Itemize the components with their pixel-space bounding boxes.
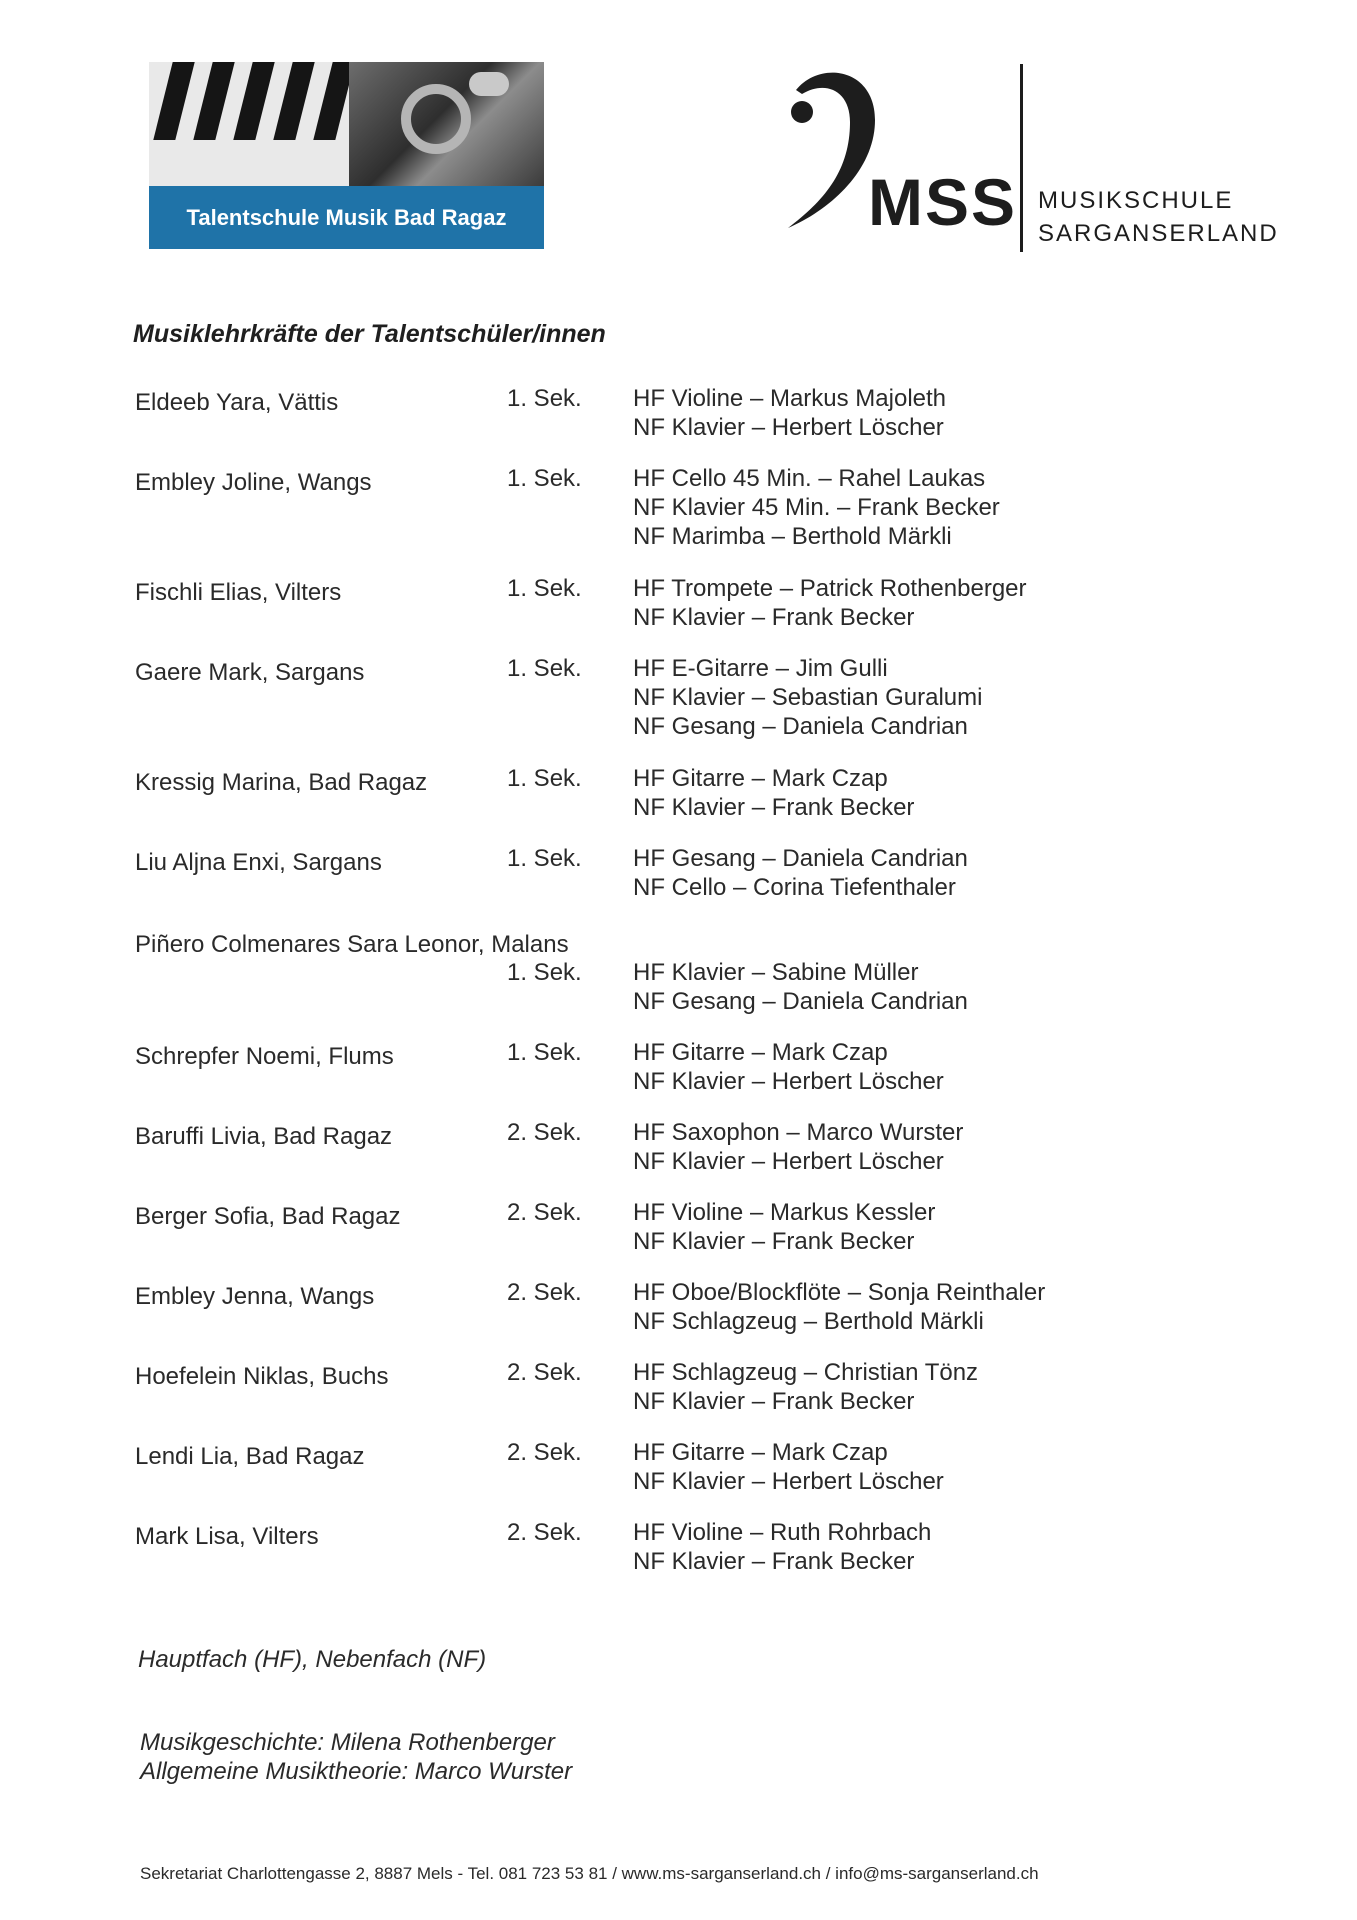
subject-line: HF Cello 45 Min. – Rahel Laukas xyxy=(633,465,986,492)
student-level: 1. Sek. xyxy=(507,465,582,492)
subject-line: NF Klavier – Frank Becker xyxy=(633,1228,915,1255)
student-level: 2. Sek. xyxy=(507,1279,582,1306)
subject-line: NF Cello – Corina Tiefenthaler xyxy=(633,874,956,901)
mss-abbreviation: MSS xyxy=(868,165,1018,239)
student-name: Schrepfer Noemi, Flums xyxy=(135,1043,394,1070)
student-level: 1. Sek. xyxy=(507,385,582,412)
subject-line: HF Violine – Markus Majoleth xyxy=(633,385,947,412)
note-music-history: Musikgeschichte: Milena Rothenberger xyxy=(140,1729,555,1756)
student-subjects xyxy=(633,654,982,741)
piano-keys-image xyxy=(149,62,349,186)
subject-line: NF Klavier – Frank Becker xyxy=(633,794,915,821)
subject-line: HF Gesang – Daniela Candrian xyxy=(633,845,968,872)
subject-line: NF Klavier – Frank Becker xyxy=(633,1548,915,1575)
student-name: Hoefelein Niklas, Buchs xyxy=(135,1363,389,1390)
student-level: 2. Sek. xyxy=(507,1199,582,1226)
subject-line: NF Klavier 45 Min. – Frank Becker xyxy=(633,494,1000,521)
subject-line: NF Klavier – Herbert Löscher xyxy=(633,414,944,441)
student-name: Baruffi Livia, Bad Ragaz xyxy=(135,1123,393,1150)
student-level: 2. Sek. xyxy=(507,1519,582,1546)
student-name: Liu Aljna Enxi, Sargans xyxy=(135,849,382,876)
student-subjects xyxy=(633,384,946,442)
subject-line: HF Trompete – Patrick Rothenberger xyxy=(633,575,1027,602)
student-subjects xyxy=(633,464,1000,551)
subject-line: HF Gitarre – Mark Czap xyxy=(633,1039,888,1066)
student-level: 1. Sek. xyxy=(507,959,582,986)
student-subjects xyxy=(633,1278,1045,1336)
student-name: Piñero Colmenares Sara Leonor, Malans xyxy=(135,931,569,958)
student-name: Eldeeb Yara, Vättis xyxy=(135,389,339,416)
student-name: Lendi Lia, Bad Ragaz xyxy=(135,1443,365,1470)
student-level: 1. Sek. xyxy=(507,655,582,682)
subject-line: NF Klavier – Sebastian Guralumi xyxy=(633,684,983,711)
student-subjects xyxy=(633,764,914,822)
subject-line: NF Klavier – Herbert Löscher xyxy=(633,1148,944,1175)
subject-line: HF Saxophon – Marco Wurster xyxy=(633,1119,964,1146)
school-name xyxy=(1038,184,1279,250)
musikschule-logo xyxy=(780,60,1280,250)
subject-line: HF Oboe/Blockflöte – Sonja Reinthaler xyxy=(633,1279,1046,1306)
subject-line: NF Klavier – Herbert Löscher xyxy=(633,1068,944,1095)
student-level: 1. Sek. xyxy=(507,1039,582,1066)
subject-line: NF Klavier – Herbert Löscher xyxy=(633,1468,944,1495)
student-subjects xyxy=(633,958,968,1016)
student-name: Embley Jenna, Wangs xyxy=(135,1283,375,1310)
student-name: Gaere Mark, Sargans xyxy=(135,659,365,686)
note-music-theory: Allgemeine Musiktheorie: Marco Wurster xyxy=(140,1758,573,1785)
student-subjects xyxy=(633,844,968,902)
student-level: 1. Sek. xyxy=(507,575,582,602)
subject-line: HF Gitarre – Mark Czap xyxy=(633,765,888,792)
student-level: 2. Sek. xyxy=(507,1439,582,1466)
student-name: Berger Sofia, Bad Ragaz xyxy=(135,1203,401,1230)
student-level: 1. Sek. xyxy=(507,765,582,792)
subject-line: HF Gitarre – Mark Czap xyxy=(633,1439,888,1466)
subject-line: NF Marimba – Berthold Märkli xyxy=(633,523,952,550)
student-subjects xyxy=(633,1358,978,1416)
student-subjects xyxy=(633,1038,944,1096)
notes xyxy=(140,1728,572,1786)
legend: Hauptfach (HF), Nebenfach (NF) xyxy=(138,1646,487,1673)
student-subjects xyxy=(633,1198,935,1256)
subject-line: HF Violine – Ruth Rohrbach xyxy=(633,1519,932,1546)
subject-line: HF Schlagzeug – Christian Tönz xyxy=(633,1359,979,1386)
student-level: 2. Sek. xyxy=(507,1119,582,1146)
page-title: Musiklehrkräfte der Talentschüler/innen xyxy=(133,320,606,348)
talentschule-logo xyxy=(149,62,544,249)
subject-line: NF Gesang – Daniela Candrian xyxy=(633,988,968,1015)
student-level: 1. Sek. xyxy=(507,845,582,872)
logo-divider xyxy=(1020,64,1023,252)
student-level: 2. Sek. xyxy=(507,1359,582,1386)
student-name: Mark Lisa, Vilters xyxy=(135,1523,319,1550)
footer-contact: Sekretariat Charlottengasse 2, 8887 Mels - Tel. 081 723 53 81 / www.ms-sarganserland.ch / info@ms-sarganserland.ch xyxy=(140,1864,1039,1883)
subject-line: NF Schlagzeug – Berthold Märkli xyxy=(633,1308,984,1335)
violin-scroll-image xyxy=(349,62,544,186)
subject-line: NF Klavier – Frank Becker xyxy=(633,1388,915,1415)
school-name-line-1: MUSIKSCHULE xyxy=(1038,187,1234,214)
student-name: Fischli Elias, Vilters xyxy=(135,579,342,606)
student-subjects xyxy=(633,1518,931,1576)
student-name: Kressig Marina, Bad Ragaz xyxy=(135,769,428,796)
student-subjects xyxy=(633,574,1027,632)
talentschule-banner: Talentschule Musik Bad Ragaz xyxy=(149,186,544,249)
student-subjects xyxy=(633,1438,944,1496)
school-name-line-2: SARGANSERLAND xyxy=(1038,220,1279,247)
subject-line: HF Klavier – Sabine Müller xyxy=(633,959,919,986)
subject-line: NF Gesang – Daniela Candrian xyxy=(633,713,968,740)
subject-line: HF Violine – Markus Kessler xyxy=(633,1199,936,1226)
student-subjects xyxy=(633,1118,963,1176)
subject-line: HF E-Gitarre – Jim Gulli xyxy=(633,655,888,682)
subject-line: NF Klavier – Frank Becker xyxy=(633,604,915,631)
student-name: Embley Joline, Wangs xyxy=(135,469,372,496)
